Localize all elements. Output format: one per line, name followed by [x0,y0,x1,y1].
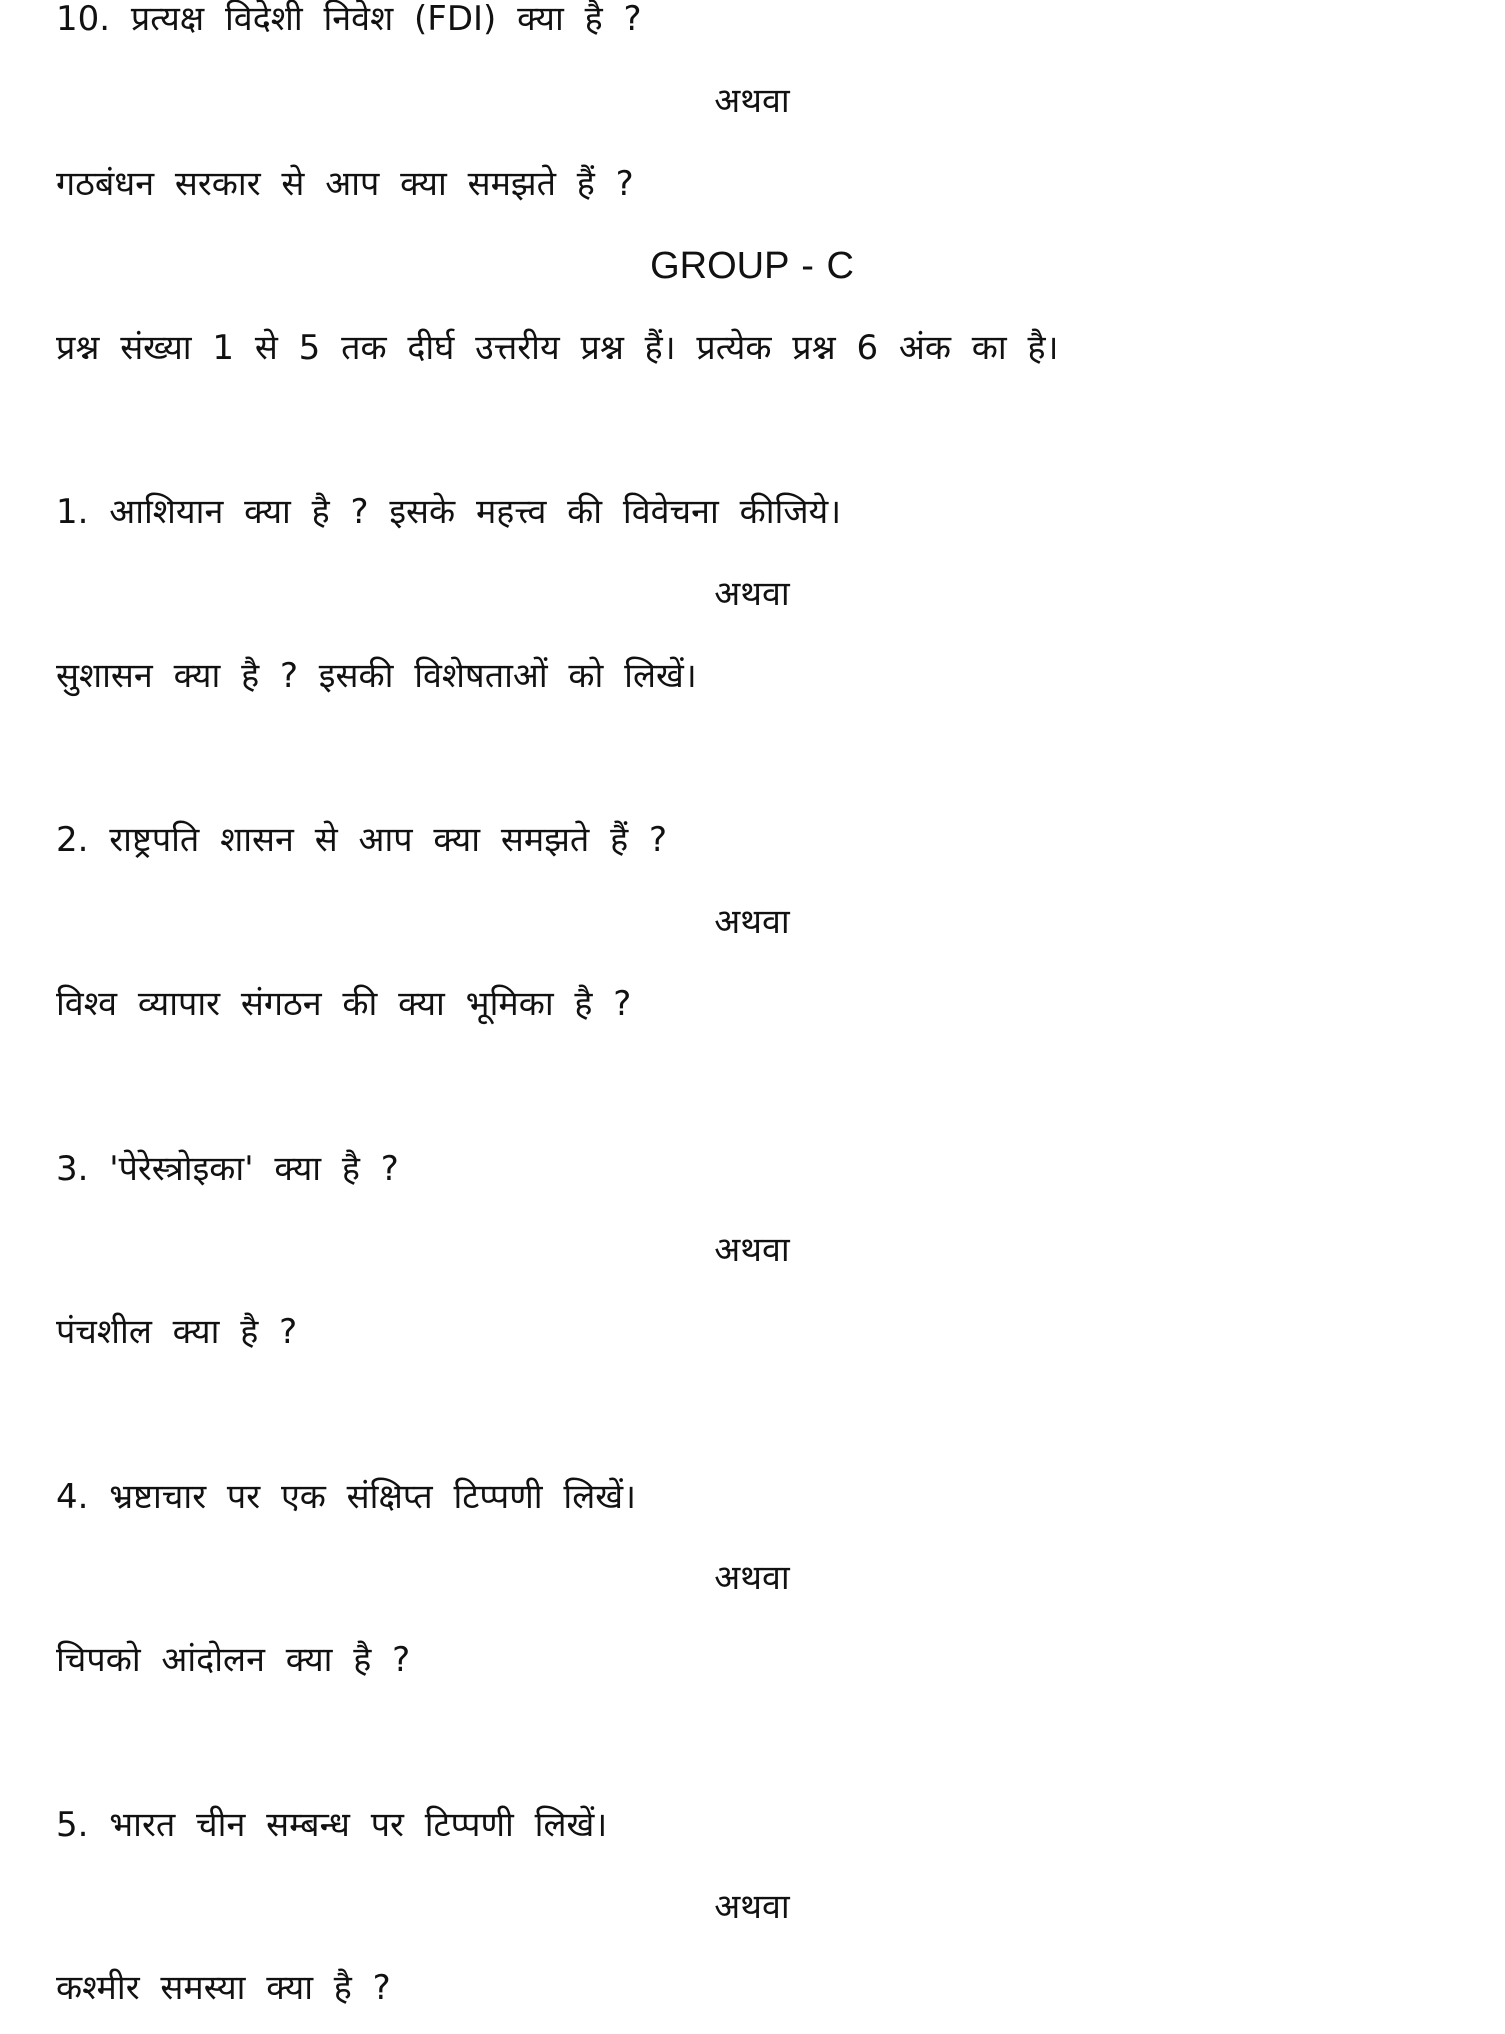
question-5-alt: कश्मीर समस्या क्या है ? [56,1968,391,2008]
or-separator: अथवा [714,1887,790,1927]
question-5: 5. भारत चीन सम्बन्ध पर टिप्पणी लिखें। [56,1805,608,1845]
question-3-alt: पंचशील क्या है ? [56,1312,298,1352]
question-4-alt: चिपको आंदोलन क्या है ? [56,1640,411,1680]
or-separator: अथवा [714,1230,790,1270]
question-3: 3. 'पेरेस्त्रोइका' क्या है ? [56,1149,399,1189]
question-10: 10. प्रत्यक्ष विदेशी निवेश (FDI) क्या है ? [56,0,642,39]
question-1: 1. आशियान क्या है ? इसके महत्त्व की विवेचना कीजिये। [56,492,842,532]
question-2: 2. राष्ट्रपति शासन से आप क्या समझते हैं ? [56,820,668,860]
question-1-alt: सुशासन क्या है ? इसकी विशेषताओं को लिखें। [56,656,697,696]
or-separator: अथवा [714,574,790,614]
question-2-alt: विश्व व्यापार संगठन की क्या भूमिका है ? [56,984,632,1024]
question-10-alt: गठबंधन सरकार से आप क्या समझते हैं ? [56,164,634,204]
group-instruction: प्रश्न संख्या 1 से 5 तक दीर्घ उत्तरीय प्रश्न हैं। प्रत्येक प्रश्न 6 अंक का है। [56,328,1059,368]
or-separator: अथवा [714,902,790,942]
or-separator: अथवा [714,1558,790,1598]
or-separator: अथवा [714,81,790,121]
question-4: 4. भ्रष्टाचार पर एक संक्षिप्त टिप्पणी लिखें। [56,1477,636,1517]
group-heading: GROUP - C [650,245,854,287]
